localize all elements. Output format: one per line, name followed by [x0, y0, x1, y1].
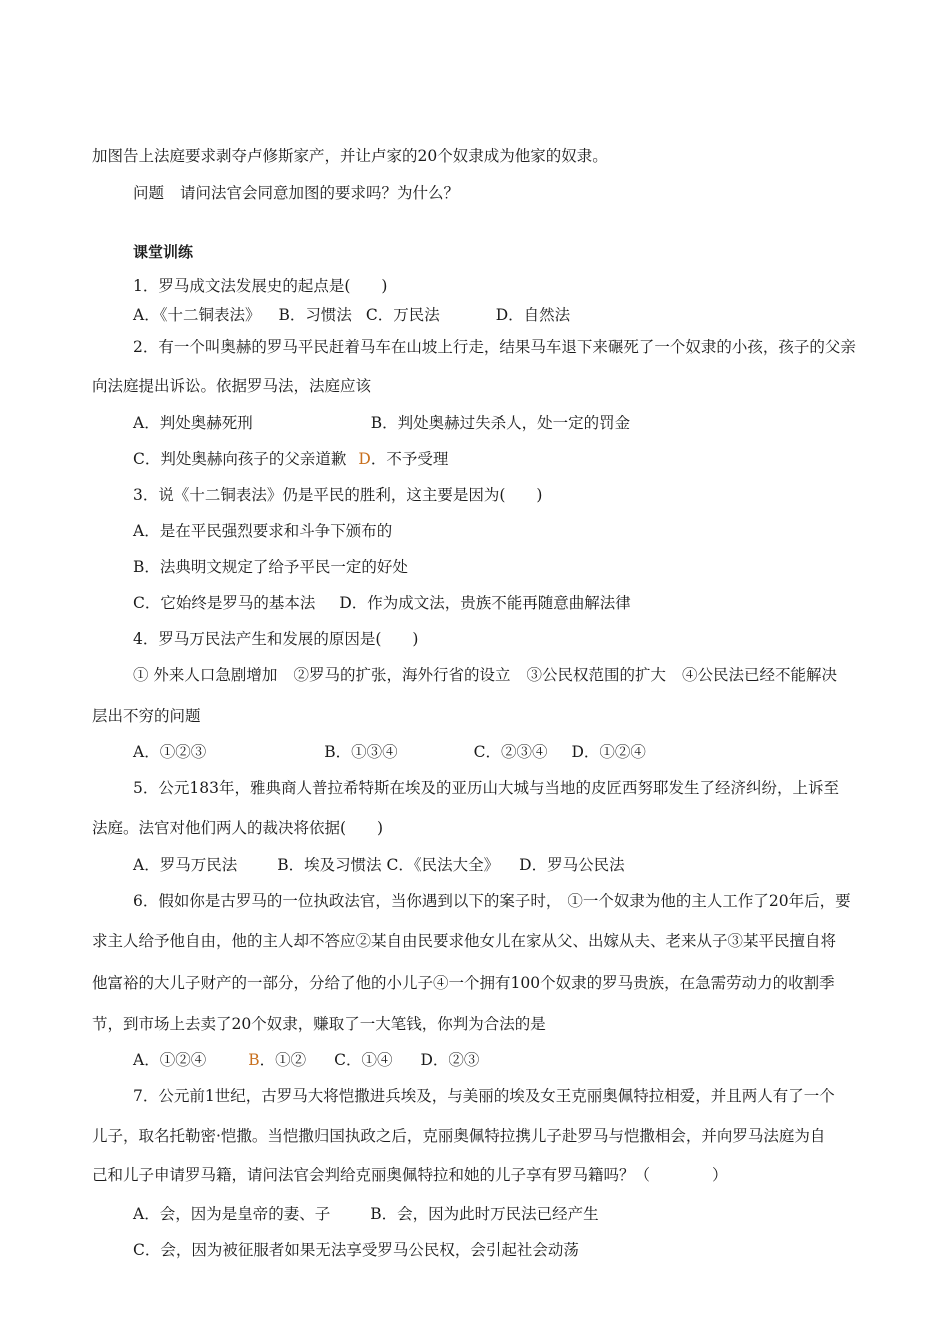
question-2-line-1: 2．有一个叫奥赫的罗马平民赶着马车在山坡上行走，结果马车退下来碾死了一个奴隶的小孩，孩子的父亲: [133, 338, 856, 356]
question-7-line-3: 己和儿子申请罗马籍，请问法官会判给克丽奥佩特拉和她的儿子享有罗马籍吗？（ ）: [92, 1166, 728, 1184]
section-heading: 课堂训练: [133, 243, 194, 261]
question-1-options: [133, 305, 570, 325]
question-5-options: [133, 855, 625, 875]
option-c: C．判处奥赫向孩子的父亲道歉: [133, 450, 347, 468]
option-a: A．①②③: [133, 743, 207, 761]
question-3-option-b: B．法典明文规定了给予平民一定的好处: [133, 558, 408, 576]
item-1: ① 外来人口急剧增加: [133, 666, 278, 684]
option-c: C．②③④: [473, 743, 548, 761]
question-7-line-2: 儿子，取名托勒密·恺撒。当恺撒归国执政之后，克丽奥佩特拉携儿子赴罗马与恺撒相会，并向罗马法庭为自: [92, 1127, 826, 1145]
item-3: ③公民权范围的扩大: [526, 666, 666, 684]
option-a: A．①②④: [133, 1051, 207, 1069]
question-6-options: [133, 1050, 479, 1070]
option-c: C．①④: [334, 1051, 393, 1069]
option-b: B．①③④: [324, 743, 398, 761]
option-a: A．会，因为是皇帝的妻、子: [133, 1205, 331, 1223]
option-d: ．不予受理: [370, 450, 449, 468]
option-b: ．①②: [259, 1051, 307, 1069]
option-a: A．《十二铜表法》: [133, 306, 261, 324]
question-4-options: [133, 742, 646, 762]
question-7-line-1: 7．公元前1世纪，古罗马大将恺撒进兵埃及，与美丽的埃及女王克丽奥佩特拉相爱，并且两人有了一个: [133, 1087, 835, 1105]
question-6-line-2: 求主人给予他自由，他的主人却不答应②某自由民要求他女儿在家从父、出嫁从夫、老来从子③某平民擅自将: [92, 932, 837, 950]
question-4-items-cont: 层出不穷的问题: [92, 707, 201, 725]
question-2-options-ab: [133, 413, 630, 433]
option-b: B．会，因为此时万民法已经产生: [370, 1205, 599, 1223]
item-4: ④公民法已经不能解决: [681, 666, 837, 684]
question-3-option-a: A．是在平民强烈要求和斗争下颁布的: [133, 522, 393, 540]
question-2-line-2: 向法庭提出诉讼。依据罗马法，法庭应该: [92, 377, 372, 395]
option-c: C．它始终是罗马的基本法: [133, 594, 316, 612]
option-d: D．①②④: [571, 743, 646, 761]
option-a: A．判处奥赫死刑: [133, 414, 253, 432]
option-a: A．罗马万民法: [133, 856, 238, 874]
paragraph-line: 加图告上法庭要求剥夺卢修斯家产，并让卢家的20个奴隶成为他家的奴隶。: [92, 147, 608, 165]
question-2-options-cd: [133, 449, 448, 469]
question-6-line-1: 6．假如你是古罗马的一位执政法官，当你遇到以下的案子时， ①一个奴隶为他的主人工作了20年后，要: [133, 892, 851, 910]
option-d: D．罗马公民法: [519, 856, 625, 874]
question-7-options-ab: [133, 1204, 599, 1224]
question-prompt: [133, 183, 459, 203]
question-5-line-2: 法庭。法官对他们两人的裁决将依据( ): [92, 819, 384, 837]
question-1: 1．罗马成文法发展史的起点是( ): [133, 277, 388, 295]
option-d: D．作为成文法，贵族不能再随意曲解法律: [339, 594, 631, 612]
question-3-options-cd: [133, 593, 631, 613]
option-c: C．万民法: [365, 306, 440, 324]
option-d: D．②③: [420, 1051, 480, 1069]
question-6-line-3: 他富裕的大儿子财产的一部分，分给了他的小儿子④一个拥有100个奴隶的罗马贵族，在急需劳动力的收割季: [92, 974, 835, 992]
answer-mark-b: B: [248, 1051, 260, 1069]
question-4: 4．罗马万民法产生和发展的原因是( ): [133, 630, 419, 648]
option-b: B．习惯法: [278, 306, 352, 324]
item-2: ②罗马的扩张，海外行省的设立: [293, 666, 511, 684]
answer-mark-d: D: [358, 450, 371, 468]
question-3: 3．说《十二铜表法》仍是平民的胜利，这主要是因为( ): [133, 486, 543, 504]
option-b: B．判处奥赫过失杀人，处一定的罚金: [370, 414, 631, 432]
option-b-c: B．埃及习惯法 C．《民法大全》: [277, 856, 500, 874]
question-7-option-c: C．会，因为被征服者如果无法享受罗马公民权，会引起社会动荡: [133, 1241, 579, 1259]
question-4-items: [133, 665, 837, 685]
question-text: 请问法官会同意加图的要求吗？为什么？: [180, 184, 460, 202]
question-6-line-4: 节，到市场上去卖了20个奴隶，赚取了一大笔钱，你判为合法的是: [92, 1015, 546, 1033]
question-label: 问题: [133, 184, 165, 202]
question-5-line-1: 5．公元183年，雅典商人普拉希特斯在埃及的亚历山大城与当地的皮匠西努耶发生了经济纠纷，上诉至: [133, 779, 839, 797]
option-d: D．自然法: [495, 306, 571, 324]
